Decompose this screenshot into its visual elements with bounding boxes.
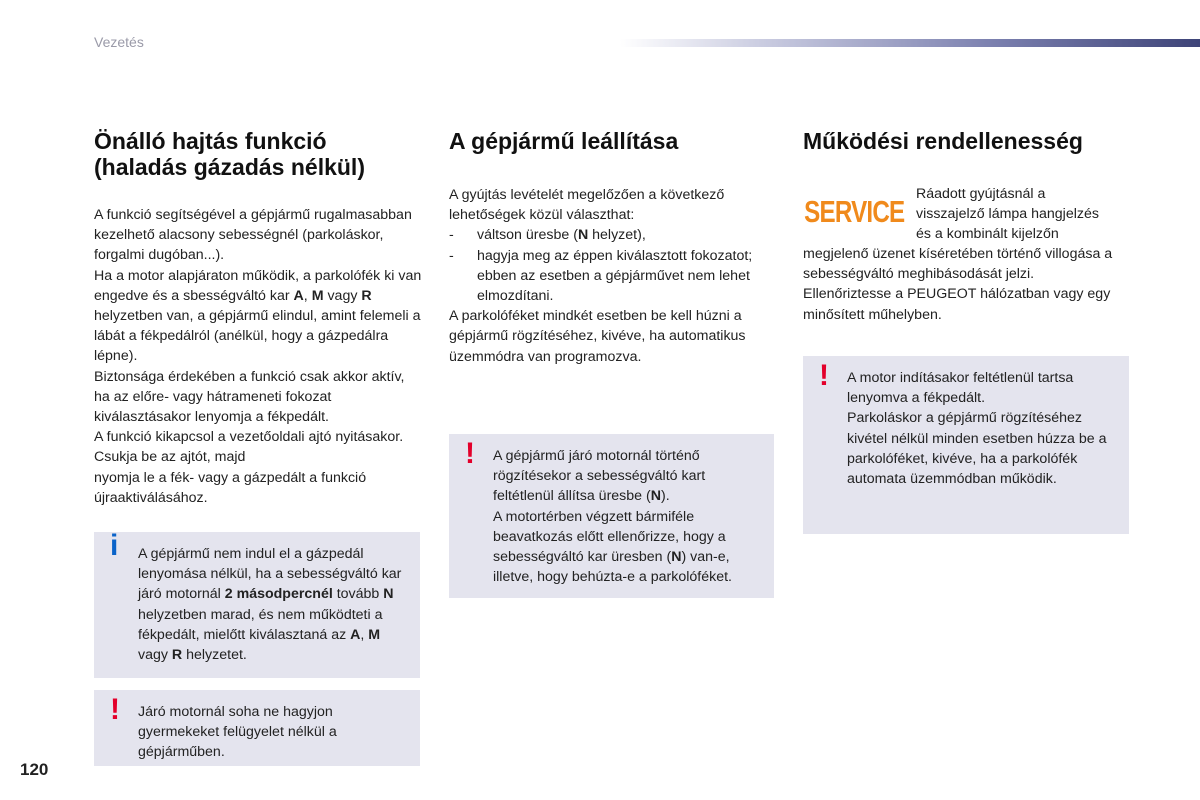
text: nyomja le a fék- vagy a gázpedált a funkció újraaktiválásához. bbox=[94, 469, 367, 506]
paragraph-service-network: Ellenőriztesse a PEUGEOT hálózatban vagy egy minősített műhelyben. bbox=[803, 286, 1111, 323]
list-item-text bbox=[477, 225, 779, 245]
text: visszajelző lámpa hangjelzés bbox=[916, 206, 1099, 223]
text: , bbox=[360, 626, 369, 643]
malfunction-intro-lines bbox=[916, 184, 1136, 245]
text: helyzetben marad, és nem működteti a fékpedált, mielőtt kiválasztaná az bbox=[138, 606, 383, 643]
gear-a: A bbox=[293, 287, 304, 304]
bullet-dash: - bbox=[449, 247, 454, 264]
warning-box-text bbox=[138, 702, 412, 763]
section-title-malfunction: Működési rendellenesség bbox=[803, 128, 1083, 154]
warning-icon: ! bbox=[465, 437, 475, 470]
title-line-1: Önálló hajtás funkció bbox=[94, 128, 327, 154]
text: ). bbox=[660, 488, 670, 505]
gear-n: N bbox=[577, 227, 589, 244]
service-warning-icon bbox=[805, 193, 903, 231]
vehicle-stop-body bbox=[449, 185, 779, 367]
paragraph-intro bbox=[94, 205, 424, 367]
text: Ha a motor alapjáraton működik, a parkolófék ki van engedve és a sbességváltó kar bbox=[94, 267, 422, 304]
text: és a kombinált kijelzőn bbox=[916, 226, 1059, 243]
malfunction-body bbox=[803, 244, 1133, 325]
page-number: 120 bbox=[20, 760, 49, 779]
bullet-dash: - bbox=[449, 227, 454, 244]
text: vagy bbox=[323, 287, 362, 304]
column-autonomous-drive bbox=[94, 128, 424, 508]
paragraph-safety: Biztonsága érdekében a funkció csak akkor aktív, ha az előre- vagy hátrameneti fokozat kiválasztásakor lenyomja a fékpedált. bbox=[94, 368, 405, 426]
warning-box-text bbox=[493, 446, 766, 587]
warning-icon: ! bbox=[110, 693, 120, 726]
gear-r: R bbox=[171, 647, 183, 664]
section-label: Vezetés bbox=[94, 34, 144, 50]
list-item bbox=[449, 246, 779, 307]
section-title-vehicle-stop: A gépjármű leállítása bbox=[449, 128, 679, 154]
gear-a: A bbox=[350, 626, 361, 643]
text: vagy bbox=[138, 647, 172, 664]
title-line-2: (haladás gázadás nélkül) bbox=[94, 154, 365, 180]
text: Járó motornál soha ne hagyjon gyermekeket felügyelet nélkül a gépjárműben. bbox=[138, 704, 337, 761]
text: A gépjármű járó motornál történő rögzítésekor a sebességváltó kart feltétlenül állítsa üresbe ( bbox=[493, 448, 706, 505]
section-title-autonomous-drive bbox=[94, 128, 424, 180]
gear-n: N bbox=[650, 488, 661, 505]
warning-box-text bbox=[847, 368, 1121, 489]
gear-n: N bbox=[383, 586, 394, 603]
service-logo-text: SERVICE bbox=[803, 194, 905, 229]
text: , bbox=[303, 287, 312, 304]
text: Ráadott gyújtásnál a bbox=[916, 186, 1046, 202]
paragraph-malfunction: megjelenő üzenet kíséretében történő villogása a sebességváltó meghibásodását jelzi. bbox=[803, 246, 1113, 283]
info-box-text bbox=[138, 544, 412, 665]
info-icon: i bbox=[110, 529, 119, 562]
text: A motor indításakor feltétlenül tartsa lenyomva a fékpedált. bbox=[847, 370, 1074, 407]
list-item-text: hagyja meg az éppen kiválasztott fokozatot; ebben az esetben a gépjárművet nem lehet elmozdítani. bbox=[477, 247, 753, 305]
info-box-start-delay bbox=[94, 529, 420, 678]
text: A funkció kikapcsol a vezetőoldali ajtó nyitásakor. Csukja be az ajtót, majd bbox=[94, 429, 404, 466]
warning-icon: ! bbox=[819, 359, 829, 392]
column-malfunction bbox=[803, 128, 1133, 154]
text: tovább bbox=[332, 586, 384, 603]
gear-r: R bbox=[361, 287, 372, 304]
text: A motortérben végzett bármiféle beavatkozás előtt ellenőrizze, hogy a sebességváltó kar üresben ( bbox=[493, 508, 726, 566]
autonomous-drive-body bbox=[94, 205, 424, 508]
text: helyzet), bbox=[588, 227, 646, 244]
gear-n: N bbox=[671, 549, 682, 566]
header-gradient-bar bbox=[620, 39, 1200, 47]
text: váltson üresbe ( bbox=[477, 227, 578, 244]
paragraph-disable bbox=[94, 427, 424, 508]
paragraph-parking-brake: A parkolóféket mindkét esetben be kell húzni a gépjármű rögzítéséhez, kivéve, ha automatikus üzemmódra van programozva. bbox=[449, 308, 746, 365]
text: helyzetet. bbox=[182, 647, 247, 664]
text: A gépjármű nem indul el a gázpedál lenyomása nélkül, ha a sebességváltó kar járó motornál bbox=[138, 546, 402, 603]
warning-box-children bbox=[94, 690, 420, 766]
list-item bbox=[449, 225, 779, 245]
text: ) van-e, illetve, hogy behúzta-e a parkolóféket. bbox=[493, 549, 732, 586]
warning-box-neutral bbox=[449, 434, 774, 598]
gear-m: M bbox=[368, 626, 381, 643]
column-vehicle-stop bbox=[449, 128, 779, 367]
text: Parkoláskor a gépjármű rögzítéséhez kivétel nélkül minden esetben húzza be a parkolóféket, kivéve, ha a parkolófék automata üzemmódban működik. bbox=[847, 410, 1107, 488]
gear-m: M bbox=[311, 287, 324, 304]
warning-box-engine-start bbox=[803, 356, 1129, 534]
text: helyzetben van, a gépjármű elindul, amint felemeli a lábát a fékpedálról (anélkül, hogy a gázpedálra lépne). bbox=[94, 308, 421, 365]
text-bold: 2 másodpercnél bbox=[224, 586, 333, 603]
text: A funkció segítségével a gépjármű rugalmasabban kezelhető alacsony sebességnél (parkoláskor, forgalmi dugóban...). bbox=[94, 207, 412, 264]
paragraph-options: A gyújtás levételét megelőzően a következő lehetőségek közül választhat: bbox=[449, 187, 725, 224]
